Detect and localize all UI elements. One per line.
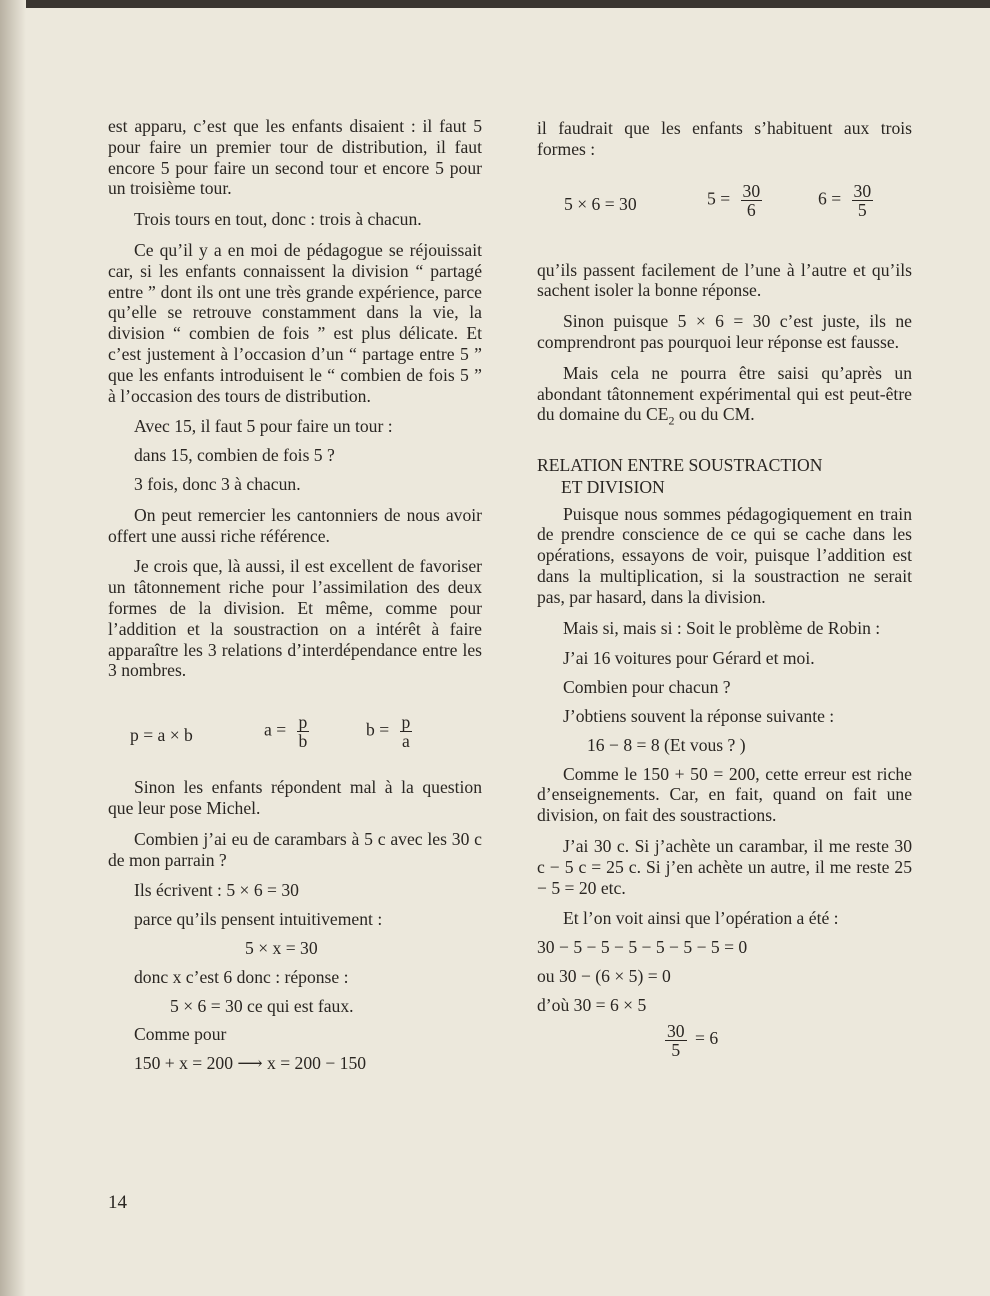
numerator: p	[401, 712, 411, 733]
denominator: b	[298, 731, 308, 752]
paragraph: Mais si, mais si : Soit le problème de Robin :	[563, 617, 881, 638]
formula	[264, 713, 309, 750]
paragraph-text: Mais cela ne pourra être saisi qu’après un abondant tâtonnement expérimental qui est peut-être du domaine du CE	[537, 362, 912, 425]
formula	[818, 182, 873, 219]
formula-rhs: = 6	[695, 1028, 719, 1049]
paragraph: Trois tours en tout, donc : trois à chacun.	[134, 209, 422, 230]
formula-lhs: 5 =	[707, 188, 731, 209]
formula: p = a × b	[130, 725, 193, 746]
fraction	[665, 1022, 687, 1059]
paragraph	[537, 363, 912, 432]
right-column	[537, 118, 912, 1059]
text-line: dans 15, combien de fois 5 ?	[134, 445, 335, 466]
text-line: 3 fois, donc 3 à chacun.	[134, 473, 301, 494]
left-column	[108, 116, 482, 1074]
paragraph-text: ou du CM.	[674, 404, 755, 425]
heading-line: RELATION ENTRE SOUSTRACTION	[537, 454, 823, 475]
paragraph: Combien j’ai eu de carambars à 5 c avec les 30 c de mon parrain ?	[108, 828, 482, 870]
denominator: a	[402, 731, 410, 752]
paragraph: Puisque nous sommes pédagogiquement en train de prendre conscience de ce qui se cache dans les opérations, essayons de voir, puisque l’addition est dans la multiplication, si la soustraction ne serait pas, par hasard, dans la division.	[537, 503, 912, 607]
numerator: 30	[667, 1020, 685, 1041]
text-line: parce qu’ils pensent intuitivement :	[134, 909, 383, 930]
subscript: 2	[668, 413, 675, 428]
formula	[707, 182, 762, 219]
paragraph: Et l’on voit ainsi que l’opération a été :	[563, 908, 839, 929]
text-line: 5 × 6 = 30 ce qui est faux.	[170, 995, 354, 1016]
text-line: donc x c’est 6 donc : réponse :	[134, 966, 349, 987]
paragraph: On peut remercier les cantonniers de nous avoir offert une aussi riche référence.	[108, 504, 482, 546]
text-line: d’où 30 = 6 × 5	[537, 994, 647, 1015]
numerator: 30	[742, 180, 761, 201]
numerator: p	[298, 712, 308, 733]
heading-line: ET DIVISION	[561, 476, 665, 497]
paragraph: Sinon puisque 5 × 6 = 30 c’est juste, ils ne comprendront pas pourquoi leur réponse est fausse.	[537, 311, 912, 352]
paragraph: Comme le 150 + 50 = 200, cette erreur est riche d’enseignements. Car, en fait, quand on fait une division, on fait des soustractions.	[537, 763, 912, 826]
paragraph: qu’ils passent facilement de l’une à l’autre et qu’ils sachent isoler la bonne réponse.	[537, 259, 912, 301]
text-line: J’obtiens souvent la réponse suivante :	[563, 706, 835, 727]
fraction	[297, 713, 310, 750]
text-line: Avec 15, il faut 5 pour faire un tour :	[134, 416, 393, 437]
paragraph: Je crois que, là aussi, il est excellent de favoriser un tâtonnement riche pour l’assimilation des deux formes de la division. Et même, comme pour l’addition et la soustraction on a intérêt à faire apparaître les 3 relations d’interdépendance entre les 3 nombres.	[108, 556, 482, 681]
page-binding-shadow	[0, 0, 26, 1296]
paragraph: il faudrait que les enfants s’habituent aux trois formes :	[537, 118, 912, 159]
formula-lhs: b =	[366, 719, 390, 740]
text-line: 5 × x = 30	[245, 937, 318, 958]
text-line: 16 − 8 = 8 (Et vous ? )	[587, 734, 746, 755]
formula: 5 × 6 = 30	[564, 193, 637, 214]
page-number: 14	[108, 1192, 127, 1213]
text-line: ou 30 − (6 × 5) = 0	[537, 966, 671, 987]
paragraph: Ce qu’il y a en moi de pédagogue se réjouissait car, si les enfants connaissent la division “ partagé entre ” dont ils ont une très grande expérience, parce qu’elle se retrouve constamment dans la vie, la division “ combien de fois ” est plus délicate. Et c’est justement à l’occasion d’un “ partage entre 5 ” que les enfants introduisent le “ combien de fois 5 ” à l’occasion des tours de distribution.	[108, 239, 482, 406]
fraction	[741, 182, 763, 219]
paragraph: J’ai 30 c. Si j’achète un carambar, il me reste 30 c − 5 c = 25 c. Si j’en achète un autre, il me reste 25 − 5 = 20 etc.	[537, 836, 912, 898]
denominator: 5	[857, 199, 867, 220]
paragraph: est apparu, c’est que les enfants disaient : il faut 5 pour faire un premier tour de distribution, il faut encore 5 pour faire un second tour et encore 5 pour un troisième tour.	[108, 116, 482, 199]
formula	[366, 713, 412, 750]
paragraph: Sinon les enfants répondent mal à la question que leur pose Michel.	[108, 777, 482, 818]
fraction	[852, 182, 874, 219]
text-line: J’ai 16 voitures pour Gérard et moi.	[563, 648, 815, 669]
text-line: 150 + x = 200 ⟶ x = 200 − 150	[134, 1053, 367, 1074]
text-line: Ils écrivent : 5 × 6 = 30	[134, 880, 299, 901]
formula-row	[108, 705, 482, 763]
text-line: 30 − 5 − 5 − 5 − 5 − 5 − 5 = 0	[537, 937, 748, 958]
numerator: 30	[853, 180, 872, 201]
fraction	[400, 713, 413, 750]
formula-row	[537, 180, 912, 238]
text-line: Combien pour chacun ?	[563, 677, 731, 698]
text-line: Comme pour	[134, 1024, 227, 1045]
formula-lhs: 6 =	[818, 188, 842, 209]
scan-top-edge	[0, 0, 990, 8]
section-heading	[537, 454, 912, 498]
formula-lhs: a =	[264, 719, 287, 740]
formula	[537, 1022, 912, 1059]
denominator: 6	[746, 199, 756, 220]
denominator: 5	[671, 1039, 681, 1060]
